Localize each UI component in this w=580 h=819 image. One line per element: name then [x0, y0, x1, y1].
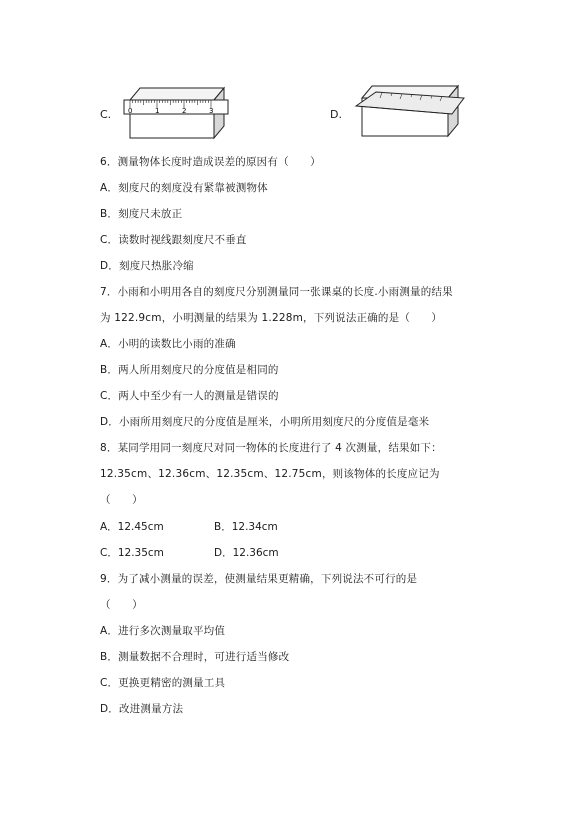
figure-c-label: C. — [100, 108, 112, 121]
figure-c-ruler-block — [122, 82, 232, 144]
q8-stem-line3: （ ） — [100, 494, 143, 506]
q9-option-c: C．更换更精密的测量工具 — [100, 677, 226, 689]
q8-stem-line2: 12.35cm、12.36cm、12.35cm、12.75cm，则该物体的长度应记为 — [100, 468, 440, 480]
q7-option-b: B．两人所用刻度尺的分度值是相同的 — [100, 364, 279, 376]
q9-option-d: D．改进测量方法 — [100, 703, 184, 715]
q7-stem-line1: 7．小雨和小明用各自的刻度尺分别测量同一张课桌的长度.小雨测量的结果 — [100, 286, 453, 298]
q6-option-d: D．刻度尺热胀冷缩 — [100, 260, 194, 272]
q8-stem-line1: 8．某同学用同一刻度尺对同一物体的长度进行了 4 次测量，结果如下： — [100, 442, 442, 454]
q8-option-b: B．12.34cm — [214, 521, 278, 533]
q8-option-a: A．12.45cm — [100, 521, 164, 533]
figure-d-ruler-block — [352, 80, 467, 144]
q6-option-b: B．刻度尺未放正 — [100, 208, 183, 220]
q7-option-d: D．小雨所用刻度尺的分度值是厘米，小明所用刻度尺的分度值是毫米 — [100, 416, 430, 428]
figure-d-label: D. — [330, 108, 342, 121]
q6-option-c: C．读数时视线跟刻度尺不垂直 — [100, 234, 247, 246]
q6-stem: 6．测量物体长度时造成误差的原因有（ ） — [100, 156, 321, 168]
q9-option-b: B．测量数据不合理时，可进行适当修改 — [100, 651, 290, 663]
q9-stem-line1: 9．为了减小测量的误差，使测量结果更精确，下列说法不可行的是 — [100, 573, 418, 585]
q6-option-a: A．刻度尺的刻度没有紧靠被测物体 — [100, 182, 268, 194]
q9-option-a: A．进行多次测量取平均值 — [100, 625, 226, 637]
ruler-tick-label: 1 — [155, 107, 160, 115]
q8-option-d: D．12.36cm — [214, 547, 279, 559]
q7-option-c: C．两人中至少有一人的测量是错误的 — [100, 390, 279, 402]
q7-option-a: A．小明的读数比小雨的准确 — [100, 338, 236, 350]
ruler-tick-label: 2 — [182, 107, 187, 115]
q7-stem-line2: 为 122.9cm，小明测量的结果为 1.228m，下列说法正确的是（ ） — [100, 312, 443, 324]
ruler-tick-label: 0 — [128, 107, 133, 115]
q9-stem-line2: （ ） — [100, 599, 143, 611]
q8-option-c: C．12.35cm — [100, 547, 164, 559]
ruler-tick-label: 3 — [209, 107, 214, 115]
